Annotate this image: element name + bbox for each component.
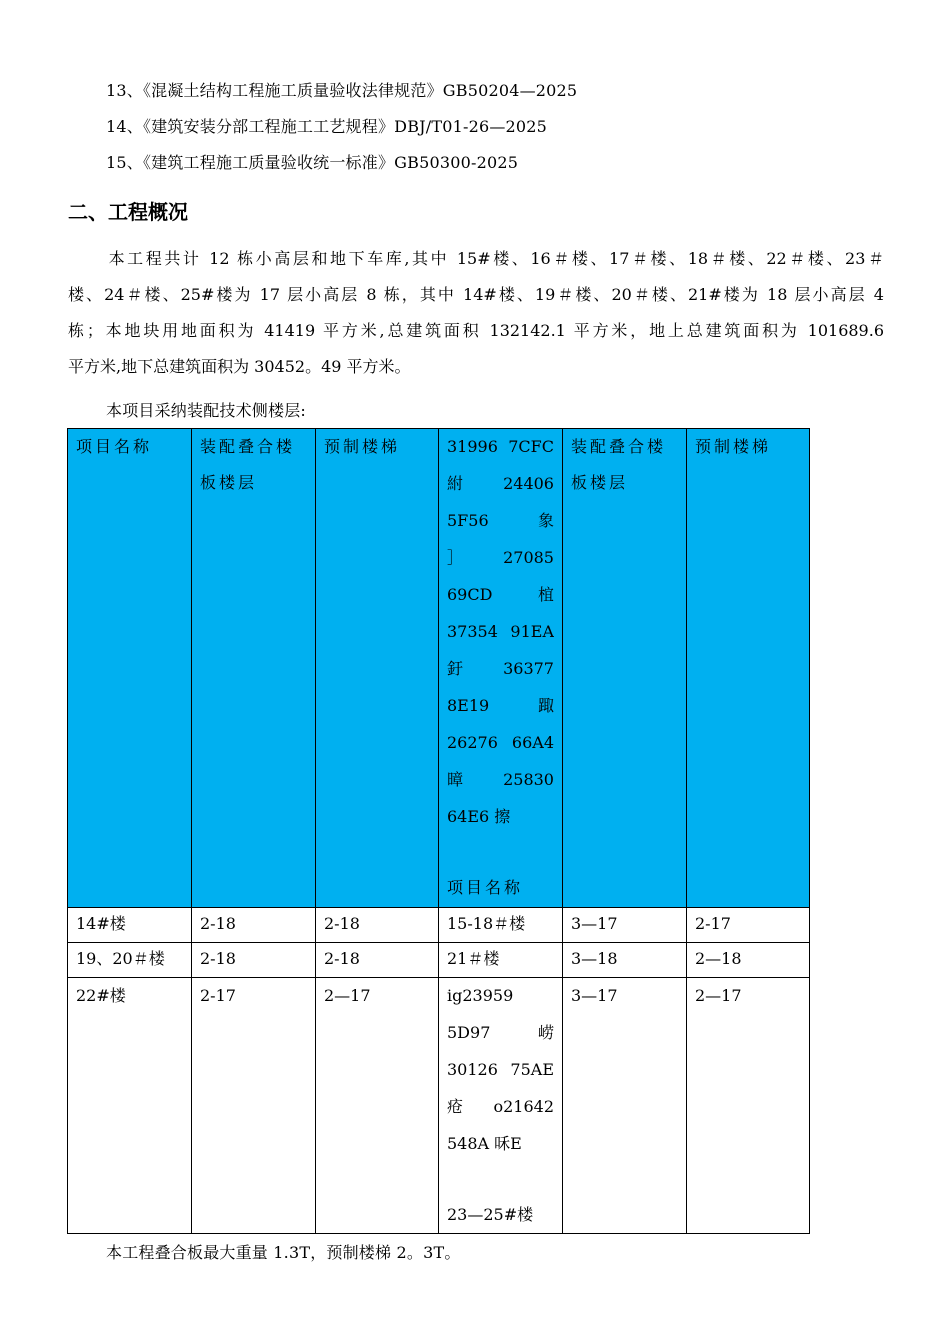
overview-line-3: 栋；本地块用地面积为 41419 平方米,总建筑面积 132142.1 平方米，地上总建筑面积为 101689.6 [68, 321, 884, 340]
reference-15: 15、《建筑工程施工质量验收统一标准》GB50300-2025 [106, 153, 519, 172]
table-intro: 本项目采纳装配技术侧楼层: [106, 401, 306, 420]
table-header-row [68, 429, 810, 908]
section-heading: 二、工程概况 [68, 200, 188, 224]
cell-stairs-2: 2-17 [687, 908, 810, 943]
cell-building: 22#楼 [68, 978, 192, 1234]
cell-building: 14#楼 [68, 908, 192, 943]
overview-line-1: 本工程共计 12 栋小高层和地下车库,其中 15#楼、16＃楼、17＃楼、18＃楼、22＃楼、23＃ [106, 249, 884, 268]
cell-stairs: 2-18 [316, 943, 439, 978]
table-row [68, 943, 810, 978]
cell-building-2: 21＃楼 [439, 943, 563, 978]
cell-stairs-2: 2—17 [687, 978, 810, 1234]
header-laminated-floors: 装配叠合楼板楼层 [192, 429, 316, 908]
cell-floors-2: 3—17 [563, 908, 687, 943]
header-project-name: 项目名称 [68, 429, 192, 908]
cell-stairs-2: 2—18 [687, 943, 810, 978]
reference-14: 14、《建筑安装分部工程施工工艺规程》DBJ/T01-26—2025 [106, 117, 548, 136]
overview-line-2: 楼、24＃楼、25#楼为 17 层小高层 8 栋，其中 14#楼、19＃楼、20＃楼、21#楼为 18 层小高层 4 [68, 285, 884, 304]
header-laminated-floors-2: 装配叠合楼板楼层 [563, 429, 687, 908]
table-row [68, 978, 810, 1234]
table-row [68, 908, 810, 943]
cell-floors-2: 3—17 [563, 978, 687, 1234]
cell-garbled-building: ig23959 5D97 崂 30126 75AE 疮 o21642 548A 咊E 23—25#楼 [439, 978, 563, 1234]
cell-floors: 2-18 [192, 908, 316, 943]
overview-line-4: 平方米,地下总建筑面积为 30452。49 平方米。 [68, 357, 411, 376]
header-garbled-cell: 31996 7CFC 紨 24406 5F56 象 ］ 27085 69CD 椬 37354 91EA 釪 36377 8E19 踙 26276 66A4 暲 25830 64E6 擦 项目名称 [439, 429, 563, 908]
closing-note: 本工程叠合板最大重量 1.3T，预制楼梯 2。3T。 [106, 1243, 461, 1262]
reference-13: 13、《混凝土结构工程施工质量验收法律规范》GB50204—2025 [106, 81, 578, 100]
cell-building: 19、20＃楼 [68, 943, 192, 978]
cell-building-2: 15-18＃楼 [439, 908, 563, 943]
overview-paragraph [68, 241, 884, 385]
prefab-floor-table [67, 428, 810, 1234]
header-prefab-stairs: 预制楼梯 [316, 429, 439, 908]
cell-stairs: 2-18 [316, 908, 439, 943]
header-prefab-stairs-2: 预制楼梯 [687, 429, 810, 908]
cell-floors-2: 3—18 [563, 943, 687, 978]
cell-stairs: 2—17 [316, 978, 439, 1234]
cell-floors: 2-18 [192, 943, 316, 978]
cell-floors: 2-17 [192, 978, 316, 1234]
